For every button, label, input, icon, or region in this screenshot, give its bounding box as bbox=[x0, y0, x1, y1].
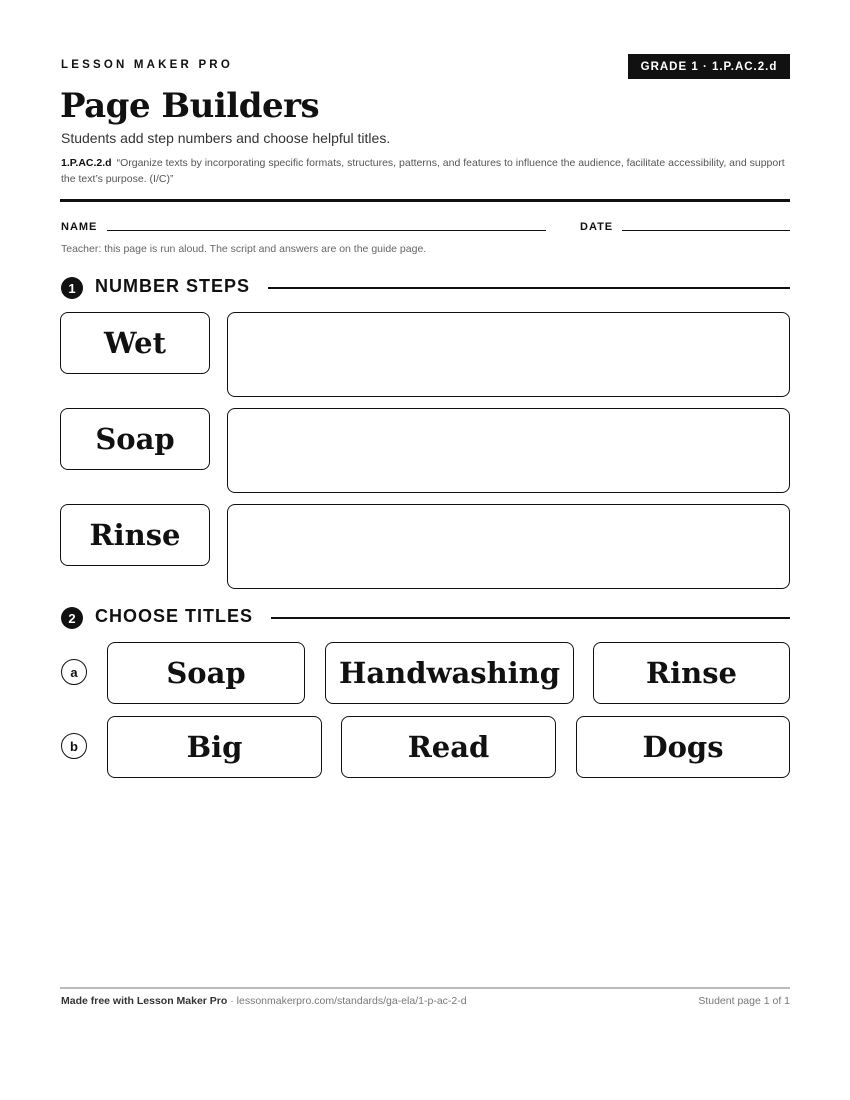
title-choice-b-2[interactable]: Read bbox=[341, 716, 556, 778]
option-b-letter: b bbox=[61, 733, 87, 759]
title-choice-b-3[interactable]: Dogs bbox=[576, 716, 790, 778]
page-subtitle: Students add step numbers and choose helpful titles. bbox=[61, 130, 391, 146]
section-1-title: NUMBER STEPS bbox=[95, 276, 251, 296]
name-field[interactable] bbox=[107, 230, 546, 231]
footer-divider bbox=[60, 987, 790, 989]
footer-made-with: Made free with Lesson Maker Pro bbox=[61, 995, 228, 1007]
header-divider bbox=[60, 199, 790, 202]
footer-page-number: Student page 1 of 1 bbox=[698, 995, 790, 1007]
standard-text: “Organize texts by incorporating specific formats, structures, patterns, and features to influence the audience, facilitate accessibility, and support the text’s purpose. (I/C)” bbox=[61, 157, 785, 185]
option-a-letter: a bbox=[61, 659, 87, 685]
section-2-rule bbox=[271, 617, 790, 619]
step-answer-box-1[interactable] bbox=[227, 312, 790, 397]
brand-name: LESSON MAKER PRO bbox=[61, 59, 233, 71]
step-answer-box-2[interactable] bbox=[227, 408, 790, 493]
footer-url[interactable]: · lessonmakerpro.com/standards/ga-ela/1-p-ac-2-d bbox=[227, 995, 467, 1007]
section-1-rule bbox=[268, 287, 790, 289]
title-choice-a-1[interactable]: Soap bbox=[107, 642, 305, 704]
title-choice-a-3[interactable]: Rinse bbox=[593, 642, 790, 704]
page-title: Page Builders bbox=[60, 86, 320, 126]
grade-badge: GRADE 1 · 1.P.AC.2.d bbox=[628, 54, 790, 79]
step-card-2: Soap bbox=[60, 408, 210, 470]
section-2-number: 2 bbox=[61, 607, 83, 629]
standard-description bbox=[61, 155, 789, 187]
step-card-1: Wet bbox=[60, 312, 210, 374]
step-answer-box-3[interactable] bbox=[227, 504, 790, 589]
teacher-note: Teacher: this page is run aloud. The script and answers are on the guide page. bbox=[61, 243, 427, 255]
date-label: DATE bbox=[580, 221, 614, 233]
standard-code: 1.P.AC.2.d bbox=[61, 157, 112, 169]
step-card-3: Rinse bbox=[60, 504, 210, 566]
title-choice-b-1[interactable]: Big bbox=[107, 716, 322, 778]
title-choice-a-2[interactable]: Handwashing bbox=[325, 642, 574, 704]
date-field[interactable] bbox=[622, 230, 790, 231]
section-2-title: CHOOSE TITLES bbox=[95, 606, 254, 626]
section-1-number: 1 bbox=[61, 277, 83, 299]
footer-credit bbox=[61, 995, 467, 1007]
name-label: NAME bbox=[61, 221, 98, 233]
